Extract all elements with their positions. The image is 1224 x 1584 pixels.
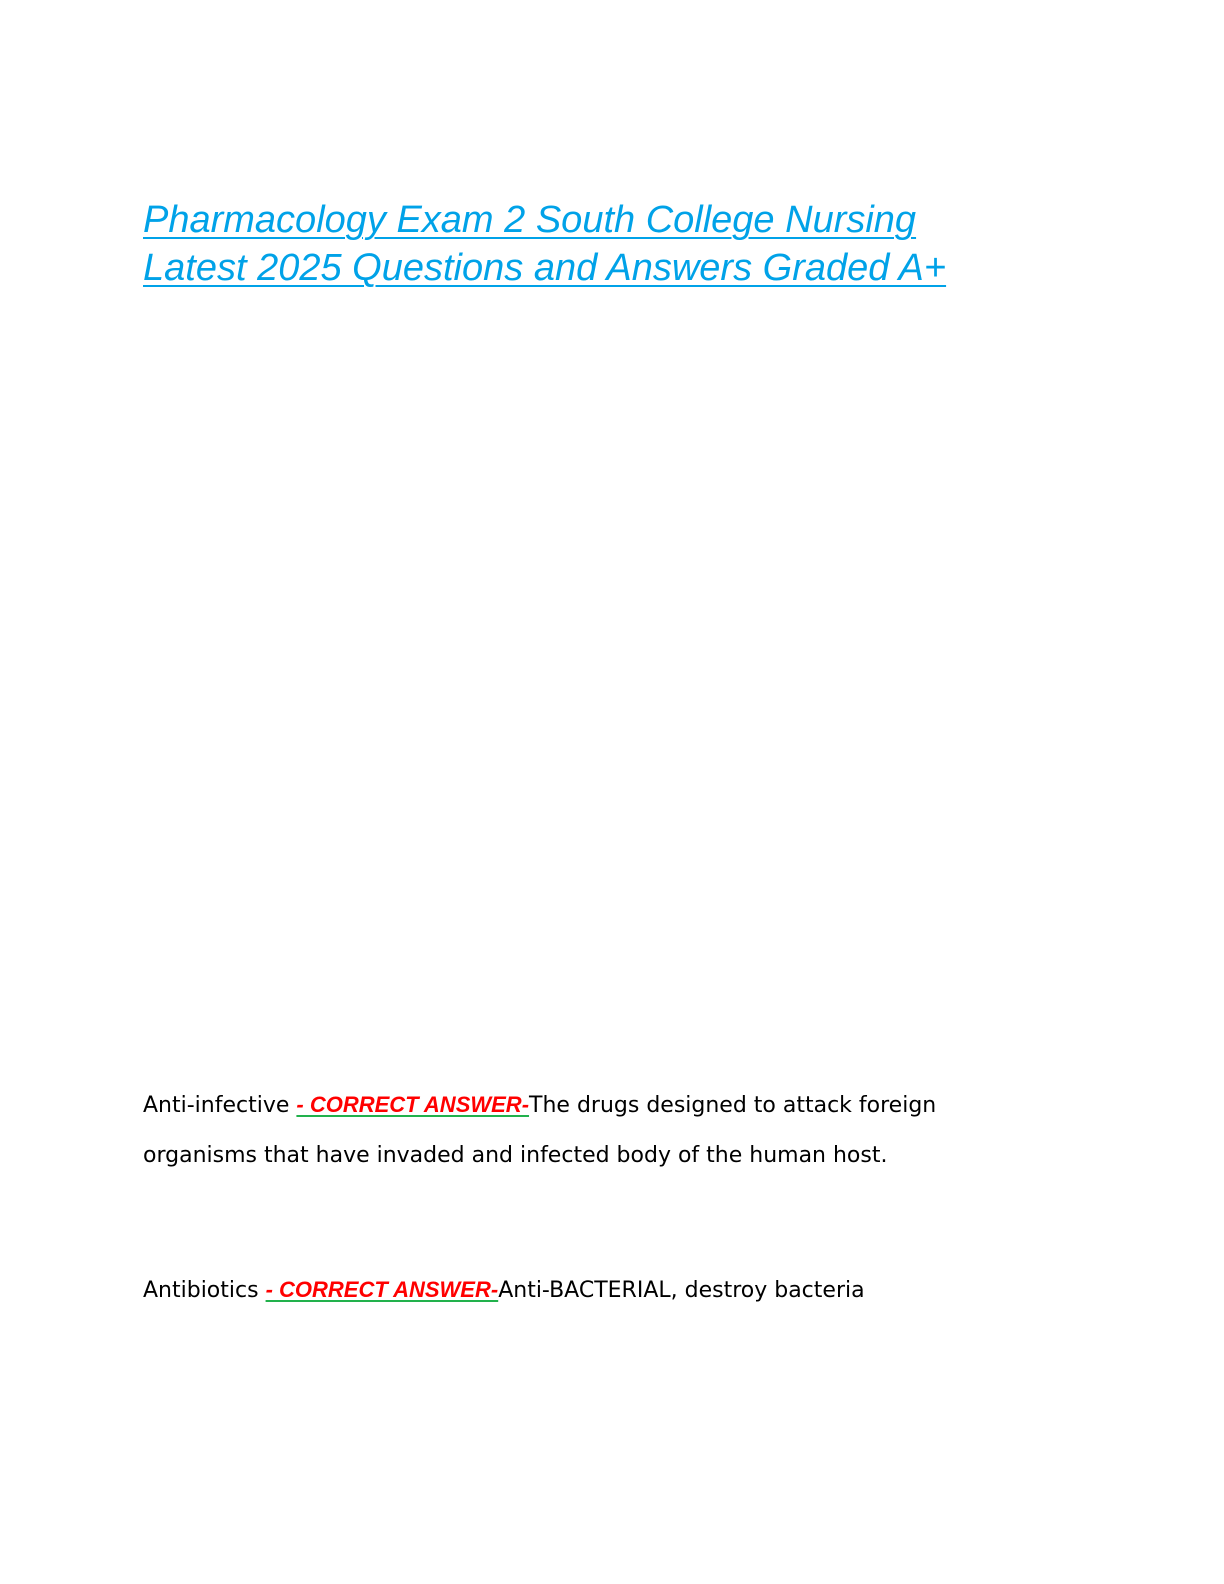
qa-term: Antibiotics — [143, 1278, 259, 1303]
qa-line — [143, 1265, 1103, 1316]
document-title[interactable] — [143, 196, 1103, 292]
title-line[interactable]: Pharmacology Exam 2 South College Nursing — [143, 199, 917, 241]
qa-item-antibiotics — [143, 1265, 1103, 1316]
qa-line — [143, 1080, 1103, 1131]
qa-term: Anti-infective — [143, 1093, 290, 1118]
title-line[interactable]: Latest 2025 Questions and Answers Graded A+ — [143, 247, 947, 289]
correct-answer-marker: - CORRECT ANSWER- — [296, 1092, 530, 1117]
qa-item-anti-infective — [143, 1080, 1103, 1181]
qa-answer-continued: organisms that have invaded and infected body of the human host. — [143, 1143, 888, 1168]
correct-answer-marker: - CORRECT ANSWER- — [265, 1277, 499, 1302]
qa-answer: Anti-BACTERIAL, destroy bacteria — [498, 1278, 865, 1303]
qa-answer: The drugs designed to attack foreign — [529, 1093, 937, 1118]
